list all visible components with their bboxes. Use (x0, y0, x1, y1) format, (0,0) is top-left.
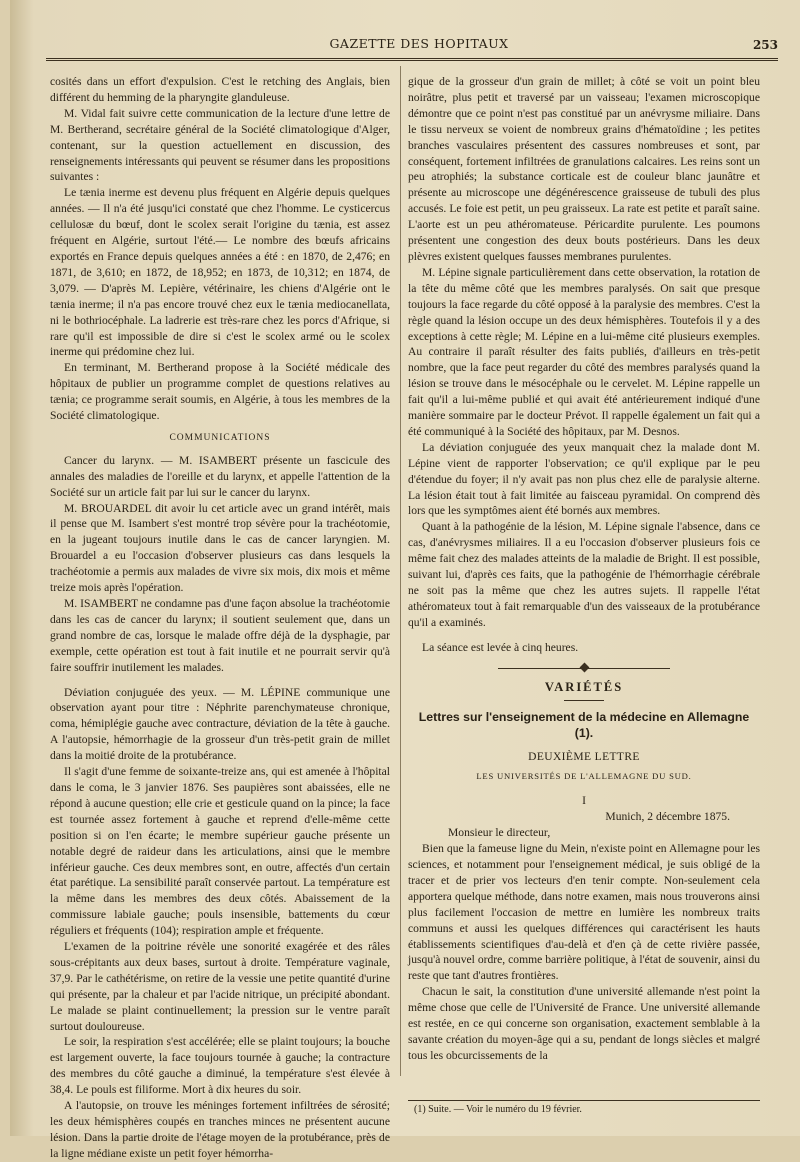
left-column (50, 74, 390, 1162)
paragraph: Déviation conjuguée des yeux. — M. LÉPINE communique une observation ayant pour titre : Néphrite parenchymateuse chronique, coma, hémiplégie gauche avec contracture, déviation de la tête à gauche. A l'autopsie, hémorrhagie de la grosseur d'un très-petit grain de millet dans la moitié droite de la protubérance. (50, 685, 390, 763)
short-rule (564, 700, 604, 701)
letter-subtitle: LES UNIVERSITÉS DE L'ALLEMAGNE DU SUD. (476, 771, 692, 782)
paragraph: Chacun le sait, la constitution d'une université allemande n'est point la même chose que celle de l'Université de France. Une université allemande est restée, en ce qui concerne son organisation, exactement semblable à la savante création du moyen-âge qui a su, pendant de longs siècles et malgré tous les obcurcissements de la (408, 985, 760, 1062)
paragraph: gique de la grosseur d'un grain de millet; à côté se voit un point bleu noirâtre, plus petit et traversé par un vaisseau; l'examen microscopique démontre que ce point n'est pas constitué par un anévrysme miliaire. Dans le tissu nerveux se voient de nombreux grains d'hématoïdine ; les petites branches vasculaires présentent des cassures nombreuses et sont, par conséquent, fortement infiltrées de granulations calcaires. Les reins sont un peu atrophiés; la substance corticale est de couleur blanc jaunâtre et présente au microscope une dégénérescence graisseuse de tubuli des plus accusés. Le foie est petit, un peu graisseux. La rate est petite et paraît saine. L'aorte est un peu athéromateuse. Péricardite purulente. Les poumons présentent une congestion des deux bouts postérieurs. Dans les deux plèvres existent quelques fausses membranes purulentes. (408, 75, 760, 263)
paragraph: A l'autopsie, on trouve les méninges fortement infiltrées de sérosité; les deux hémisphères coupés en tranches minces ne présentent aucune lésion. Dans la partie droite de l'étage moyen de la protubérance, près de la ligne médiane existe un petit foyer hémorrha- (50, 1099, 390, 1160)
section-heading: COMMUNICATIONS (169, 432, 271, 443)
article-title: Lettres sur l'enseignement de la médecine en Allemagne (1). (418, 709, 750, 740)
page-number: 253 (752, 38, 778, 52)
paragraph: Quant à la pathogénie de la lésion, M. Lépine signale l'absence, dans ce cas, d'anévrysmes miliaires. Il a eu l'occasion d'observer plusieurs fois ce même fait chez des malades atteints de la maladie de Bright. Il est possible, suivant lui, d'après ces faits, que la pathogénie de l'hémorrhagie cérébrale ne soit pas la même que chez les autres sujets. Il rappelle l'état athéromateux tout à fait remarquable d'un des vaisseaux de la protubérance qu'il a examinés. (408, 520, 760, 629)
paragraph: M. BROUARDEL dit avoir lu cet article avec un grand intérêt, mais il pense que M. Isambert s'est montré trop sévère pour la trachéotomie, en la jugeant toujours inutile dans le cas de cancer laryngien. M. Brouardel a eu l'occasion d'observer plusieurs cas dans lesquels la trachéotomie a permis aux malades de vivre six mois, dix mois et même treize mois après l'opération. (50, 501, 390, 595)
column-divider (400, 66, 401, 1076)
paragraph: cosités dans un effort d'expulsion. C'est le retching des Anglais, bien différent du hemming de la pharyngite glanduleuse. (50, 75, 390, 104)
footnote-rule (408, 1100, 760, 1101)
paragraph: Le soir, la respiration s'est accélérée; elle se plaint toujours; la bouche est largement ouverte, la face toujours tournée à gauche; la contracture des membres du côté gauche a diminué, la température s'est élevée à 38,4. Le pouls est filiforme. Mort à dix heures du soir. (50, 1035, 390, 1097)
paragraph: M. ISAMBERT ne condamne pas d'une façon absolue la trachéotomie dans les cas de cancer du larynx; il soutient seulement que, dans un grand nombre de cas, lorsque le malade offre déjà de la dysphagie, par exemple, cette opération est tout à fait inutile et ne pourrait servir qu'à faire souffrir inutilement les malades. (50, 597, 390, 674)
paragraph: Il s'agit d'une femme de soixante-treize ans, qui est amenée à l'hôpital dans le coma, le 3 janvier 1876. Ses paupières sont abaissées, elle ne répond à aucune question; elle crie et gesticule quand on la pince; la face est tournée assez fortement à gauche et reprend d'elle-même cette position si on l'en écarte; le membre supérieur gauche présente un notable degré de raideur dans les articulations, ainsi que le membre inférieur gauche. Ces deux membres sont, en outre, affectés d'un certain état parétique. La sensibilité paraît conservée partout. La température est la même dans les membres des deux côtés. Abaissement de la commissure labiale gauche; pouls insensible, battements du cœur réguliers et fréquents (104); respiration ample et fréquente. (50, 765, 390, 938)
paragraph: Cancer du larynx. — M. ISAMBERT présente un fascicule des annales des maladies de l'oreille et du larynx, et appelle l'attention de la Société sur un article fait par lui sur le cancer du larynx. (50, 453, 390, 499)
paragraph: Bien que la fameuse ligne du Mein, n'existe point en Allemagne pour les sciences, et notamment pour l'enseignement médical, je suis obligé de la tracer et de prier vos lecteurs d'en tenir compte. Non-seulement cela apportera quelque méthode, dans notre examen, mais nous trouverons ainsi plus facilement l'occasion de mettre en lumière les nombreux traits communs et aussi les quelques différences qui caractérisent les hauts établissements scientifiques d'au-delà et d'en çà de cette rivière passée, jusqu'à nouvel ordre, comme barrière politique, à l'état de souvenir, ainsi du reste que tant d'autres frontières. (408, 842, 760, 983)
letter-title: DEUXIÈME LETTRE (528, 750, 640, 763)
dateline: Munich, 2 décembre 1875. (605, 810, 730, 824)
salutation: Monsieur le directeur, (448, 826, 551, 840)
running-title: GAZETTE DES HOPITAUX (329, 36, 509, 51)
paragraph: La séance est levée à cinq heures. (422, 640, 579, 654)
right-column (408, 74, 760, 1064)
paragraph: Le tænia inerme est devenu plus fréquent en Algérie depuis quelques années. — Il n'a été jusqu'ici constaté que chez l'homme. Le cysticercus cellulosæ du bœuf, dont le scolex serait l'origine du tænia, est assez fréquent en Algérie, surtout l'été.— Le nombre des bœufs africains exportés en France depuis quelques années a été : en 1870, de 2,476; en 1871, de 3,610; en 1872, de 18,952; en 1873, de 10,312; en 1874, de 3,079. — D'après M. Lepière, vétérinaire, les chiens d'Algérie ont le tænia inerme; il n'a pas encore trouvé chez eux le tænia mediocanellata, ni le bothriocéphale. La ladrerie est très-rare chez les porcs d'Afrique, si rare qu'il est impossible de dire si c'est le scolex armé ou le scolex inerme qui prédomine chez lui. (50, 186, 390, 359)
header-rule (46, 58, 778, 61)
paragraph: M. Lépine signale particulièrement dans cette observation, la rotation de la tête du même côté que les membres paralysés. On sait que presque toujours la face regarde du côté opposé à la paralysie des membres. C'est la règle quand la lésion occupe un des deux hémisphères. Toutefois il y a des exceptions à cette règle; M. Lépine en a lui-même cité plusieurs exemples. Au contraire il paraît résulter des faits publiés, d'ailleurs en très-petit nombre, que la face peut regarder du côté des membres paralysés quand la lésion se trouve dans le mésocéphale ou le cervelet. M. Lépine rappelle un fait qu'il a lui-même publié et qui avait été antérieurement indiqué d'une manière sommaire par le docteur Prévot. Il rappelle également un fait qui a été communiqué à la Société des hôpitaux, par M. Desnos. (408, 265, 760, 438)
page-header (60, 36, 778, 56)
paragraph: En terminant, M. Bertherand propose à la Société médicale des hôpitaux de publier un programme complet de questions relatives au tænia; ce programme serait soumis, en Algérie, à tous les membres de la Société climatologique. (50, 361, 390, 423)
footnote: (1) Suite. — Voir le numéro du 19 février. (414, 1104, 582, 1115)
section-heading-varietes: VARIÉTÉS (544, 679, 624, 694)
section-ornament (408, 662, 760, 674)
section-number: I (582, 794, 586, 808)
paragraph: La déviation conjuguée des yeux manquait chez la malade dont M. Lépine vient de rapporter l'observation; ce qu'il explique par le peu d'étendue du foyer; il n'y avait pas non plus chez elle de paralysie alterne. La lésion était tout à fait limitée au faisceau pyramidal. On comprend dès lors que les symptômes aient été bornés aux membres. (408, 440, 760, 518)
paragraph: L'examen de la poitrine révèle une sonorité exagérée et des râles sous-crépitants aux deux bases, surtout à droite. Température vaginale, 37,9. Par le cathétérisme, on retire de la vessie une petite quantité d'urine qui présente, par la chaleur et par l'acide nitrique, un précipité abondant. Le malade se plaint continuellement; la pression sur le ventre paraît surtout douloureuse. (50, 940, 390, 1033)
paragraph: M. Vidal fait suivre cette communication de la lecture d'une lettre de M. Bertherand, secrétaire général de la Société climatologique d'Alger, contenant, sur la question actuellement en discussion, des renseignements intéressants qui peuvent se résumer dans les propositions suivantes : (50, 106, 390, 184)
